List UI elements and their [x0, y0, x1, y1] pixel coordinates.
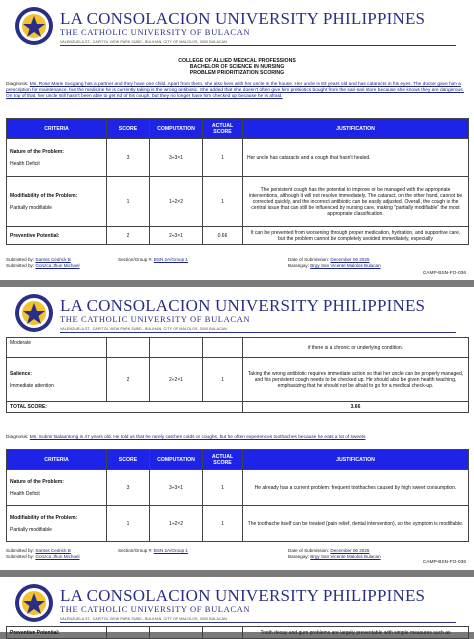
diagnosis-text: Ms. Rose Marie Sucgang has a partner and they have one child. Apart from them, she also lives with her uncle in the house. Her uncle is 83 years old and has cataracts in his eyes. The doctor gave him a prescription for maintenance, but the medicine he is currently taking is the wrong antibiotic. She added that she doesn't often give him prebiotics bought from the sari-sari store because she knows they are dangerous. On top of that, her uncle still hasn't been able to get rid of his cough, but they no longer have him checked up because he is afraid. [6, 82, 464, 99]
criteria-value: Health Deficit [10, 160, 40, 167]
university-seal-icon [14, 293, 54, 333]
criteria-value: Health Deficit [10, 490, 40, 497]
computation-cell: 3÷3×1 [150, 470, 203, 506]
submission-details [288, 548, 381, 560]
scoring-table-1-continued [6, 337, 469, 413]
justification-cell: It can be prevented from worsening through proper medication, hydration, and supportive care, but the problem cannot be completely avoided immediately, especially [243, 227, 469, 245]
university-tagline: THE CATHOLIC UNIVERSITY OF BULACAN [60, 27, 251, 37]
section-label: Section/Group #: [118, 257, 153, 262]
letterhead [14, 293, 460, 337]
diagnosis-label: Diagnosis: [6, 82, 29, 87]
computation-cell [150, 627, 203, 639]
letterhead [14, 583, 460, 627]
submitter-name: Santos Cedrick B [35, 548, 71, 553]
justification-cell: Her uncle has cataracts and a cough that hasn't healed. [243, 139, 469, 177]
university-address: VALENZUELA ST., CAPITOL VIEW PARK SUBD., BULIHAN, CITY OF MALOLOS, 3000 BULACAN [60, 327, 227, 331]
actual-score-cell: 0.66 [203, 227, 243, 245]
section-label: Section/Group #: [118, 548, 153, 553]
score-cell: 3 [107, 139, 150, 177]
university-seal-icon [14, 6, 54, 46]
criteria-label: Salience: [10, 370, 32, 377]
criteria-label: Modifiability of the Problem: [10, 514, 78, 521]
header-computation: COMPUTATION [150, 119, 203, 139]
criteria-cell [7, 358, 107, 402]
criteria-value: Immediate attention [10, 382, 54, 389]
score-cell [107, 627, 150, 639]
program-title: BACHELOR OF SCIENCE IN NURSING [189, 64, 285, 70]
header-criteria: CRITERIA [7, 450, 107, 470]
submitter-name: Santos Cedrick B [35, 257, 71, 262]
computation-cell: 2÷2×1 [150, 358, 203, 402]
criteria-cell [7, 470, 107, 506]
table-row [7, 358, 469, 402]
criteria-cell [7, 506, 107, 542]
university-seal-icon [14, 583, 54, 623]
table-row [7, 227, 469, 245]
actual-score-cell [203, 627, 243, 639]
criteria-value: Partially modifiable [10, 526, 52, 533]
header-actual-score: ACTUAL SCORE [203, 119, 243, 139]
table-row [7, 506, 469, 542]
barangay-label: Barangay: [288, 263, 309, 268]
submitted-by [6, 548, 80, 560]
criteria-label: Nature of the Problem: [10, 478, 64, 485]
diagnosis-2 [6, 435, 468, 441]
computation-cell: 2÷3×1 [150, 227, 203, 245]
diagnosis-1 [6, 82, 468, 100]
scoring-table-2 [6, 449, 469, 542]
justification-cell: Taking the wrong antibiotic requires immediate action so that her uncle can be properly managed, and his persistent cough needs to be checked up. He should also be given health teaching, emphasizing that he should not be afraid to go for a medical check-up. [243, 358, 469, 402]
score-cell: 2 [107, 227, 150, 245]
computation-cell: 1÷2×2 [150, 506, 203, 542]
criteria-label: Nature of the Problem: [10, 148, 64, 155]
criteria-cell: Preventive Potential: [7, 627, 107, 639]
form-code: CAMP-BSN-FO-036 [422, 560, 466, 565]
table-row [7, 177, 469, 227]
barangay-label: Barangay: [288, 554, 309, 559]
section-value: BSN 2A/Group 1 [153, 257, 188, 262]
university-name: LA CONSOLACION UNIVERSITY PHILIPPINES [60, 586, 426, 605]
header-computation: COMPUTATION [150, 450, 203, 470]
date-value: December 06 2025 [330, 548, 370, 553]
table-header-row [7, 450, 469, 470]
university-tagline: THE CATHOLIC UNIVERSITY OF BULACAN [60, 314, 251, 324]
barangay-value: Brgy San Vicente Malolos Bulacan [310, 263, 381, 268]
score-cell: 1 [107, 177, 150, 227]
date-label: Date of Submission: [288, 548, 330, 553]
university-tagline: THE CATHOLIC UNIVERSITY OF BULACAN [60, 604, 251, 614]
header-rule [60, 332, 456, 333]
section-group [118, 548, 188, 554]
submitted-by [6, 257, 80, 269]
header-criteria: CRITERIA [7, 119, 107, 139]
table-header-row [7, 119, 469, 139]
criteria-value: Partially modifiable [10, 204, 52, 211]
page-3 [0, 577, 474, 636]
total-row [7, 402, 469, 413]
section-value: BSN 2A/Group 1 [153, 548, 188, 553]
university-address: VALENZUELA ST., CAPITOL VIEW PARK SUBD., BULIHAN, CITY OF MALOLOS, 3000 BULACAN [60, 617, 227, 621]
date-label: Date of Submission: [288, 257, 330, 262]
justification-cell: The persistent cough has the potential to improve or be managed with the appropriate interventions, although it will not resolve immediately. The cataract, on the other hand, cannot be corrected quickly, and the incorrect antibiotic can be easily adjusted. Overall, the cough is the central issue that can still be influenced by nursing care, making "partially modifiable" the most appropriate classification. [243, 177, 469, 227]
submitted-by-label: Submitted by: [6, 548, 35, 553]
header-justification: JUSTIFICATION [243, 450, 469, 470]
total-label: TOTAL SCORE: [7, 402, 243, 413]
college-title: COLLEGE OF ALLIED MEDICAL PROFESSIONS [178, 58, 296, 64]
justification-cell: Tooth decay and gum problems are largely preventable with simple measures such as [243, 627, 469, 639]
university-name: LA CONSOLACION UNIVERSITY PHILIPPINES [60, 296, 426, 315]
score-cell: 2 [107, 358, 150, 402]
criteria-label: Modifiability of the Problem: [10, 192, 78, 199]
scoring-table-1 [6, 118, 469, 245]
score-cell: 1 [107, 506, 150, 542]
table-row [7, 470, 469, 506]
date-value: December 06 2025 [330, 257, 370, 262]
criteria-cell: Preventive Potential: [7, 227, 107, 245]
form-title: PROBLEM PRIORITIZATION SCORING [189, 70, 285, 76]
actual-score-cell: 1 [203, 506, 243, 542]
letterhead [14, 6, 460, 50]
submitter-name: Gonzca Jhun Michael [35, 263, 80, 268]
university-name: LA CONSOLACION UNIVERSITY PHILIPPINES [60, 9, 426, 28]
justification-cell: The toothache itself can be treated (pain relief, dental intervention), so the symptom is modifiable. [243, 506, 469, 542]
computation-cell: 1÷2×2 [150, 177, 203, 227]
form-code: CAMP-BSN-FO-036 [422, 271, 466, 276]
submission-details [288, 257, 381, 269]
computation-cell [150, 338, 203, 358]
actual-score-cell: 1 [203, 139, 243, 177]
score-cell: 3 [107, 470, 150, 506]
justification-cell: He already has a current problem: frequent toothaches caused by high sweet consumption. [243, 470, 469, 506]
header-score: SCORE [107, 119, 150, 139]
diagnosis-text: Ms. Subnir Balauntong is 47 years old. He told us that he rarely catches colds or coughs, but he often experiences toothaches because he eats a lot of sweets [29, 435, 366, 440]
submitter-name: Gonzca Jhun Michael [35, 554, 80, 559]
section-group [118, 257, 188, 263]
score-cell [107, 338, 150, 358]
header-rule [60, 622, 456, 623]
submitted-by-label: Submitted by: [6, 257, 35, 262]
actual-score-cell [203, 338, 243, 358]
barangay-value: Brgy San Vicente Malolos Bulacan [310, 554, 381, 559]
actual-score-cell: 1 [203, 177, 243, 227]
actual-score-cell: 1 [203, 358, 243, 402]
scoring-table-2-continued [6, 626, 469, 639]
header-actual-score: ACTUAL SCORE [203, 450, 243, 470]
criteria-cell [7, 139, 107, 177]
submitted-by-label: Submitted by: [6, 263, 35, 268]
table-row [7, 627, 469, 639]
table-row [7, 139, 469, 177]
page-1 [0, 0, 474, 280]
actual-score-cell: 1 [203, 470, 243, 506]
computation-cell: 3÷3×1 [150, 139, 203, 177]
diagnosis-label: Diagnosis: [6, 435, 29, 440]
header-score: SCORE [107, 450, 150, 470]
university-address: VALENZUELA ST., CAPITOL VIEW PARK SUBD., BULIHAN, CITY OF MALOLOS, 3000 BULACAN [60, 40, 227, 44]
submitted-by-label: Submitted by: [6, 554, 35, 559]
table-row [7, 338, 469, 358]
criteria-cell: Moderate [7, 338, 107, 358]
header-rule [60, 45, 456, 46]
header-justification: JUSTIFICATION [243, 119, 469, 139]
criteria-cell [7, 177, 107, 227]
justification-cell: if there is a chronic or underlying condition. [243, 338, 469, 358]
total-value: 3.66 [243, 402, 469, 413]
page-2 [0, 287, 474, 570]
